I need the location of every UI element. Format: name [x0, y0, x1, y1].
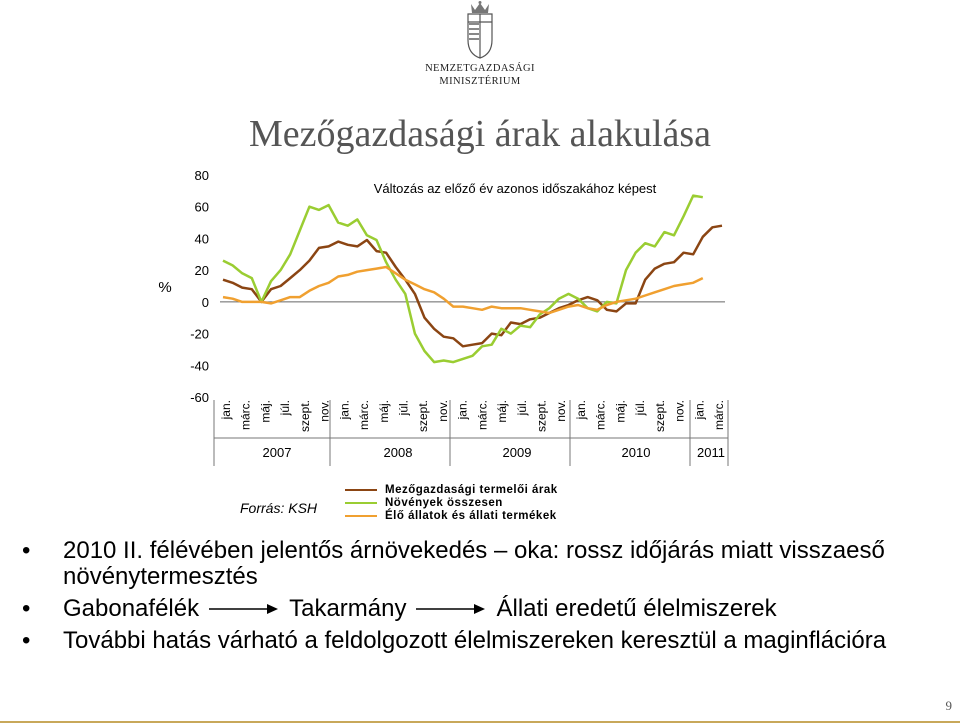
x-month-label: márc.	[712, 400, 726, 430]
x-month-label: márc.	[357, 400, 372, 430]
chain-item-animal-food: Állati eredetű élelmiszerek	[496, 595, 777, 622]
bullet-dot-icon: •	[22, 627, 31, 654]
source-label: Forrás: KSH	[240, 500, 318, 516]
x-month-label: máj.	[613, 400, 628, 423]
legend-swatch-crops	[345, 502, 377, 504]
x-year-label: 2009	[502, 445, 532, 460]
page-title: Mezőgazdasági árak alakulása	[248, 113, 712, 155]
x-month-label: máj.	[258, 400, 273, 423]
bullet-item-3	[22, 628, 942, 654]
arrow-right-icon	[209, 602, 279, 616]
y-tick-label: -20	[190, 326, 209, 342]
x-month-label: máj.	[495, 400, 510, 423]
legend-label-crops: Növények összesen	[385, 496, 503, 509]
bullet-dot-icon: •	[22, 537, 31, 564]
ministry-line-2: MINISZTÉRIUM	[439, 76, 521, 87]
bullet-item-1	[22, 538, 942, 590]
x-year-label: 2011	[697, 445, 725, 460]
chain-item-grains: Gabonafélék	[63, 595, 200, 622]
x-year-label: 2008	[383, 445, 413, 460]
series-line-2	[223, 196, 703, 363]
x-month-label: szept.	[416, 400, 431, 433]
y-tick-label: -60	[190, 390, 209, 405]
chain-item-feed: Takarmány	[289, 595, 407, 622]
chart-title: Változás az előző év azonos időszakához képest	[373, 181, 657, 196]
price-chain	[63, 596, 777, 622]
legend-swatch-animals	[345, 515, 377, 517]
legend-label-animals: Élő állatok és állati termékek	[385, 509, 557, 522]
x-month-label: jan.	[219, 400, 233, 420]
x-month-label: márc.	[593, 400, 608, 430]
y-tick-label: 20	[194, 263, 209, 279]
x-year-label: 2010	[621, 445, 651, 460]
bullet-text-1: 2010 II. félévében jelentős árnövekedés – oka: rossz időjárás miatt visszaeső növénytermesztés	[63, 537, 885, 590]
legend-entry-total	[345, 483, 558, 496]
x-month-label: nov.	[317, 400, 332, 422]
y-tick-label: 0	[201, 294, 209, 310]
ministry-line-1: NEMZETGAZDASÁGI	[425, 63, 535, 74]
x-month-label: szept.	[534, 400, 549, 433]
x-month-label: jan.	[573, 400, 588, 420]
x-month-label: júl.	[633, 400, 648, 416]
x-month-label: máj.	[376, 400, 391, 423]
x-month-label: márc.	[238, 400, 253, 430]
arrow-right-icon	[416, 602, 486, 616]
x-month-label: márc.	[475, 400, 490, 430]
x-month-label: nov.	[435, 400, 450, 422]
legend-swatch-total	[345, 489, 377, 491]
chart-legend	[345, 483, 558, 522]
x-month-label: júl.	[278, 400, 293, 416]
footer-divider	[0, 721, 960, 723]
y-tick-label: -40	[190, 358, 209, 374]
x-month-label: jan.	[692, 400, 707, 420]
x-month-label: szept.	[297, 400, 312, 433]
legend-entry-crops	[345, 496, 558, 509]
x-month-label: nov.	[672, 400, 687, 422]
y-tick-label: 60	[194, 199, 209, 215]
y-axis-label: %	[158, 279, 172, 296]
bullet-list	[22, 538, 942, 660]
legend-label-total: Mezőgazdasági termelői árak	[385, 483, 558, 496]
bullet-item-2	[22, 596, 942, 622]
x-year-label: 2007	[262, 445, 292, 460]
x-month-label: júl.	[396, 400, 411, 416]
y-tick-label: 40	[194, 231, 209, 247]
x-month-label: nov.	[554, 400, 569, 422]
x-month-label: jan.	[337, 400, 352, 420]
x-month-label: jan.	[455, 400, 470, 420]
x-month-label: júl.	[514, 400, 529, 416]
bullet-text-3: További hatás várható a feldolgozott élelmiszereken keresztül a maginflációra	[63, 627, 887, 654]
y-tick-label: 80	[194, 168, 209, 183]
x-month-label: szept.	[652, 400, 667, 433]
legend-entry-animals	[345, 509, 558, 522]
bullet-dot-icon: •	[22, 595, 31, 622]
page-number: 9	[945, 698, 952, 713]
